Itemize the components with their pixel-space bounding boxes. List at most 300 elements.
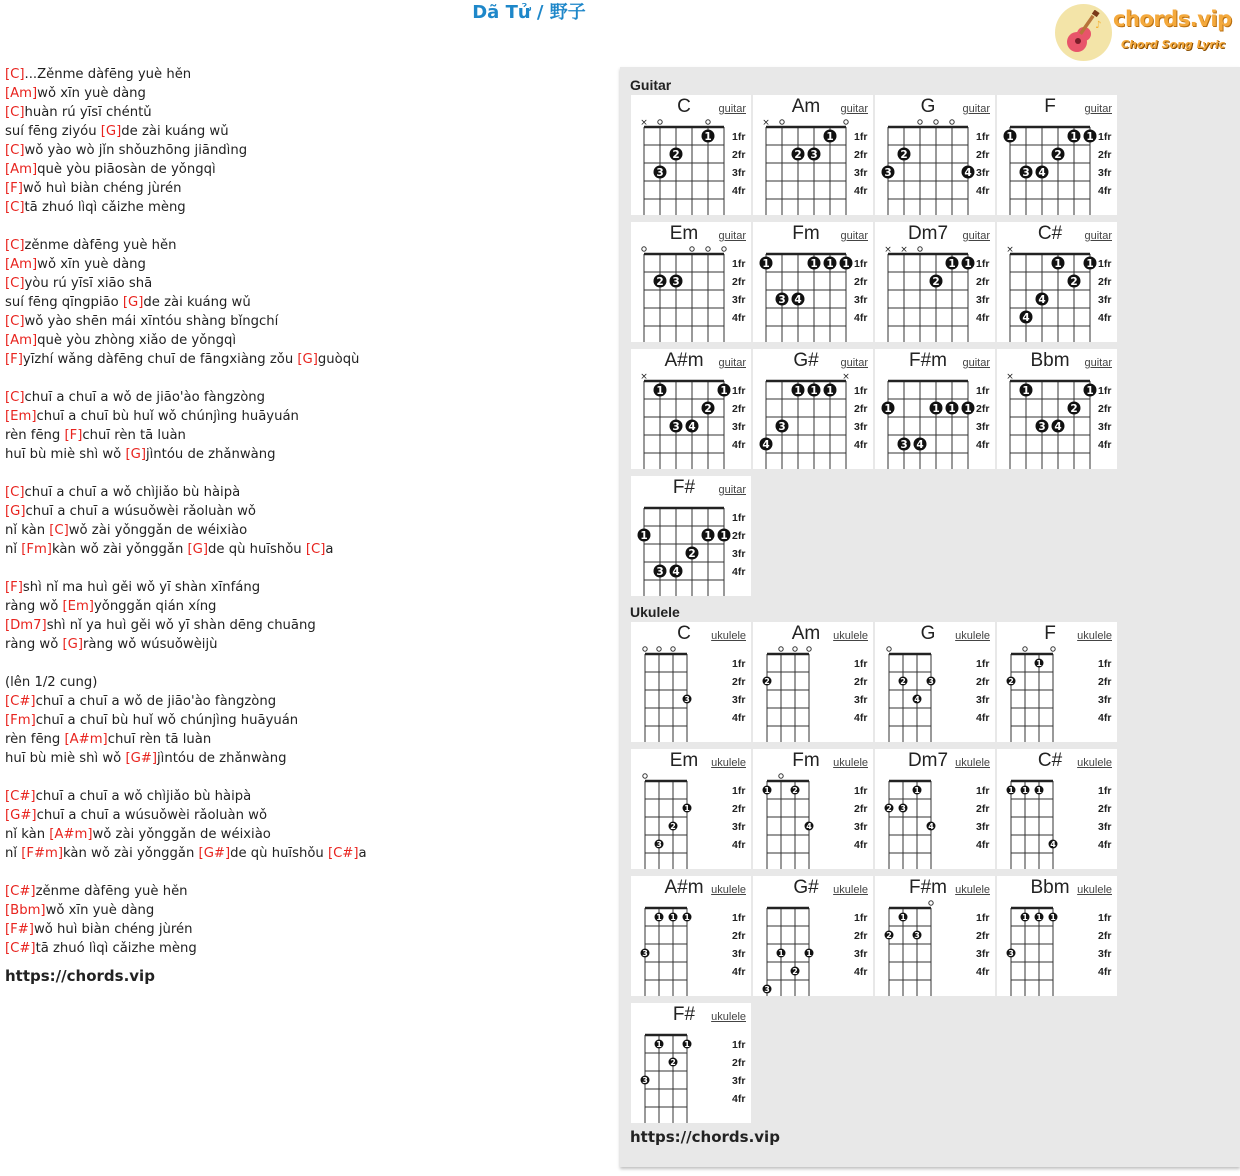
open-string-marker [671, 647, 675, 651]
fret-number-label: 3fr [854, 948, 868, 960]
lyric-line [5, 179, 605, 198]
finger-number: 2 [1070, 275, 1078, 288]
finger-number: 4 [1038, 166, 1046, 179]
guitar-chord-card[interactable] [875, 349, 995, 469]
lyric-text: chuī a chuī a wǒ de jiāo'ào fàngzòng [24, 390, 266, 405]
fret-number-label: 4fr [1098, 966, 1112, 978]
chord-name: Fm [792, 223, 820, 244]
instrument-link[interactable]: ukulele [955, 757, 990, 769]
instrument-link[interactable]: ukulele [1077, 884, 1112, 896]
fret-number-label: 2fr [854, 149, 868, 161]
guitar-chord-card[interactable] [631, 476, 751, 596]
finger-number: 1 [656, 1039, 662, 1049]
chord-link[interactable]: [Am] [5, 162, 38, 177]
finger-number: 1 [900, 912, 906, 922]
chord-name: C# [1037, 223, 1063, 244]
finger-number: 3 [672, 420, 680, 433]
lyric-line [5, 749, 605, 768]
ukulele-chord-card[interactable] [631, 622, 751, 742]
ukulele-chord-card[interactable] [631, 749, 751, 869]
finger-number: 1 [720, 384, 728, 397]
guitar-chord-card[interactable] [753, 222, 873, 342]
open-string-marker [690, 247, 694, 251]
chord-link[interactable]: [Am] [5, 257, 38, 272]
lyric-blank-line [5, 768, 605, 787]
chord-link[interactable]: [G] [100, 124, 122, 139]
chord-name: A#m [664, 350, 704, 371]
finger-number: 1 [806, 948, 812, 958]
instrument-link[interactable]: ukulele [955, 884, 990, 896]
lyric-text: nǐ [5, 846, 22, 861]
open-string-marker [779, 774, 783, 778]
guitar-chord-card[interactable] [631, 222, 751, 342]
lyric-blank-line [5, 217, 605, 236]
lyric-text: huī bù miè shì wǒ [5, 447, 126, 462]
open-string-marker [642, 247, 646, 251]
finger-number: 3 [764, 984, 770, 994]
finger-number: 2 [688, 547, 696, 560]
fret-number-label: 2fr [1098, 403, 1112, 415]
finger-number: 1 [826, 257, 834, 270]
chord-link[interactable]: [F#m] [21, 846, 63, 861]
finger-number: 2 [792, 785, 798, 795]
lyric-text: kàn wǒ zài yǒnggǎn [51, 542, 188, 557]
ukulele-chord-card[interactable] [631, 1003, 751, 1123]
lyric-text: wǒ yào shēn mái xīntóu shàng bǐngchí [24, 314, 279, 329]
fret-number-label: 2fr [732, 530, 746, 542]
fret-number-label: 3fr [1098, 294, 1112, 306]
lyric-text: jìntóu de zhǎnwàng [145, 447, 276, 462]
lyric-text: tā zhuó lìqì cǎizhe mèng [24, 200, 186, 215]
lyric-text: suí fēng qīngpiāo [5, 295, 123, 310]
ukulele-chord-card[interactable] [631, 876, 751, 996]
finger-number: 4 [928, 821, 934, 831]
chord-link[interactable]: [C] [5, 105, 25, 120]
chord-link[interactable]: [F] [5, 580, 23, 595]
fret-number-label: 4fr [1098, 185, 1112, 197]
chord-link[interactable]: [C] [5, 390, 25, 405]
chord-link[interactable]: [G#] [5, 808, 37, 823]
lyric-line [5, 502, 605, 521]
lyric-line [5, 939, 605, 958]
finger-number: 1 [1070, 130, 1078, 143]
fret-number-label: 3fr [732, 294, 746, 306]
fret-number-label: 1fr [732, 131, 746, 143]
fret-number-label: 4fr [854, 312, 868, 324]
finger-number: 1 [1008, 785, 1014, 795]
open-string-marker [807, 647, 811, 651]
lyric-text: wǒ xīn yuè dàng [37, 86, 146, 101]
instrument-link[interactable]: ukulele [711, 884, 746, 896]
site-logo[interactable] [1055, 3, 1235, 63]
lyric-text: yīzhí wǎng dàfēng chuī de fāngxiàng zǒu [22, 352, 298, 367]
fret-number-label: 1fr [1098, 785, 1112, 797]
open-string-marker [706, 120, 710, 124]
instrument-link[interactable]: ukulele [833, 757, 868, 769]
chord-link[interactable]: [Em] [62, 599, 94, 614]
finger-number: 2 [900, 148, 908, 161]
chord-link[interactable]: [C] [5, 238, 25, 253]
muted-string-marker: × [1006, 372, 1014, 382]
open-string-marker [658, 120, 662, 124]
lyric-line [5, 388, 605, 407]
lyric-line [5, 730, 605, 749]
fret-number-label: 1fr [976, 658, 990, 670]
chord-link[interactable]: [G] [297, 352, 318, 367]
lyric-text: wǒ huì biàn chéng jùrén [22, 181, 182, 196]
fret-number-label: 1fr [732, 385, 746, 397]
lyric-text: de qù huīshǒu [208, 542, 306, 557]
panel-site-link[interactable]: https://chords.vip [630, 1128, 780, 1146]
fret-number-label: 3fr [1098, 694, 1112, 706]
logo-brand-text: chords.vip [1113, 7, 1232, 31]
lyric-line [5, 711, 605, 730]
fret-number-label: 4fr [732, 966, 746, 978]
chord-link[interactable]: [Dm7] [5, 618, 47, 633]
fret-number-label: 2fr [976, 276, 990, 288]
fret-number-label: 4fr [976, 185, 990, 197]
fret-number-label: 4fr [976, 712, 990, 724]
muted-string-marker: × [842, 372, 850, 382]
guitar-chord-card[interactable] [875, 222, 995, 342]
finger-number: 3 [684, 694, 690, 704]
fret-number-label: 1fr [1098, 258, 1112, 270]
instrument-link[interactable]: guitar [718, 484, 746, 496]
fret-number-label: 2fr [976, 803, 990, 815]
open-string-marker [793, 647, 797, 651]
chord-link[interactable]: [A#m] [64, 732, 108, 747]
lyric-text: tā zhuó lìqì cǎizhe mèng [35, 941, 197, 956]
chord-link[interactable]: [G] [122, 295, 144, 310]
chord-link[interactable]: [C#] [327, 846, 359, 861]
finger-number: 1 [794, 384, 802, 397]
chord-link[interactable]: [C] [5, 276, 25, 291]
guitar-chord-card[interactable] [875, 95, 995, 215]
instrument-link[interactable]: guitar [840, 103, 868, 115]
lyric-text: rèn fēng [5, 732, 65, 747]
finger-number: 1 [1022, 912, 1028, 922]
lyric-text: yǒnggǎn qián xíng [93, 599, 217, 614]
lyric-text: guòqù [317, 352, 360, 367]
finger-number: 2 [656, 275, 664, 288]
lyric-text: chuī a chuī a wǒ chìjiǎo bù hàipà [24, 485, 241, 500]
lyric-text: huī bù miè shì wǒ [5, 751, 126, 766]
finger-number: 3 [914, 930, 920, 940]
lyric-text: zěnme dàfēng yuè hěn [35, 884, 188, 899]
lyric-line [5, 635, 605, 654]
finger-number: 3 [642, 948, 648, 958]
lyric-text: nǐ [5, 542, 22, 557]
finger-number: 1 [884, 402, 892, 415]
ukulele-chord-card[interactable] [875, 622, 995, 742]
chord-link[interactable]: [G] [62, 637, 83, 652]
instrument-link[interactable]: guitar [718, 230, 746, 242]
ukulele-chord-card[interactable] [997, 876, 1117, 996]
instrument-link[interactable]: ukulele [1077, 630, 1112, 642]
finger-number: 1 [684, 1039, 690, 1049]
fret-number-label: 2fr [732, 403, 746, 415]
chord-name: Bbm [1030, 877, 1070, 898]
lyric-line [5, 255, 605, 274]
open-string-marker [643, 647, 647, 651]
chord-link[interactable]: [C] [49, 523, 69, 538]
guitar-chord-card[interactable] [997, 95, 1117, 215]
finger-number: 1 [964, 402, 972, 415]
lyric-text: huàn rú yīsī chéntǔ [24, 105, 152, 120]
fret-number-label: 2fr [732, 930, 746, 942]
finger-number: 1 [764, 785, 770, 795]
chord-link[interactable]: [Am] [5, 333, 38, 348]
guitar-chord-card[interactable] [753, 349, 873, 469]
instrument-link[interactable]: guitar [1084, 357, 1112, 369]
lyric-text: nǐ kàn [5, 827, 50, 842]
fret-number-label: 1fr [976, 258, 990, 270]
chord-link[interactable]: [C] [5, 143, 25, 158]
chord-name: C# [1037, 750, 1063, 771]
chord-name: Am [791, 96, 821, 117]
chord-name: G [920, 96, 936, 117]
chord-link[interactable]: [F] [5, 352, 23, 367]
finger-number: 3 [900, 803, 906, 813]
lyric-text: kàn wǒ zài yǒnggǎn [63, 846, 199, 861]
lyric-text: wǒ zài yǒnggǎn de wéixiào [92, 827, 271, 842]
finger-number: 3 [656, 565, 664, 578]
ukulele-chord-card[interactable] [753, 876, 873, 996]
lyric-text: nǐ kàn [5, 523, 50, 538]
fret-number-label: 3fr [732, 421, 746, 433]
chord-name: F [1044, 96, 1056, 117]
instrument-link[interactable]: guitar [840, 357, 868, 369]
lyric-text: suí fēng ziyóu [5, 124, 101, 139]
fret-number-label: 2fr [1098, 276, 1112, 288]
open-string-marker [706, 247, 710, 251]
lyric-line [5, 483, 605, 502]
instrument-link[interactable]: guitar [840, 230, 868, 242]
lyric-line [5, 407, 605, 426]
chord-link[interactable]: [C] [305, 542, 326, 557]
fret-number-label: 3fr [854, 821, 868, 833]
instrument-link[interactable]: ukulele [833, 884, 868, 896]
finger-number: 2 [1054, 148, 1062, 161]
open-string-marker [1023, 647, 1027, 651]
ukulele-section-title: Ukulele [630, 604, 680, 620]
guitar-chord-card[interactable] [631, 95, 751, 215]
lyric-text: a [325, 542, 334, 557]
muted-string-marker: × [900, 245, 908, 255]
chord-link[interactable]: [G] [125, 447, 146, 462]
instrument-link[interactable]: ukulele [711, 630, 746, 642]
instrument-link[interactable]: ukulele [833, 630, 868, 642]
finger-number: 3 [884, 166, 892, 179]
open-string-marker [934, 120, 938, 124]
instrument-link[interactable]: guitar [718, 103, 746, 115]
fret-number-label: 4fr [976, 839, 990, 851]
fret-number-label: 2fr [854, 403, 868, 415]
lyric-text: chuī rèn tā luàn [107, 732, 212, 747]
finger-number: 4 [1054, 420, 1062, 433]
finger-number: 2 [764, 676, 770, 686]
open-string-marker [1051, 647, 1055, 651]
lyric-text: jìntóu de zhǎnwàng [157, 751, 287, 766]
finger-number: 2 [1008, 676, 1014, 686]
chord-link[interactable]: [A#m] [49, 827, 93, 842]
finger-number: 4 [1050, 839, 1056, 849]
lyric-line [5, 236, 605, 255]
chord-link[interactable]: [Fm] [5, 713, 36, 728]
lyric-text: ràng wǒ wúsuǒwèijù [83, 637, 218, 652]
finger-number: 2 [900, 676, 906, 686]
fret-number-label: 3fr [976, 294, 990, 306]
instrument-link[interactable]: ukulele [955, 630, 990, 642]
guitar-chord-card[interactable] [631, 349, 751, 469]
guitar-chord-card[interactable] [997, 222, 1117, 342]
chord-name: Dm7 [907, 750, 949, 771]
open-string-marker [918, 120, 922, 124]
chord-link[interactable]: [G] [187, 542, 209, 557]
chord-link[interactable]: [G] [5, 504, 26, 519]
finger-number: 4 [916, 438, 924, 451]
chord-link[interactable]: [C#] [5, 884, 36, 899]
chord-link[interactable]: [Am] [5, 86, 38, 101]
lyric-blank-line [5, 369, 605, 388]
lyric-line [5, 141, 605, 160]
instrument-link[interactable]: guitar [962, 357, 990, 369]
instrument-link[interactable]: guitar [962, 230, 990, 242]
chord-link[interactable]: [G#] [125, 751, 158, 766]
fret-number-label: 4fr [976, 312, 990, 324]
fret-number-label: 1fr [854, 912, 868, 924]
instrument-link[interactable]: ukulele [711, 1011, 746, 1023]
fret-number-label: 4fr [854, 966, 868, 978]
lyric-text: rèn fēng [5, 428, 65, 443]
site-link[interactable]: https://chords.vip [5, 967, 155, 985]
lyric-line [5, 293, 605, 312]
ukulele-chord-card[interactable] [875, 876, 995, 996]
finger-number: 1 [762, 257, 770, 270]
fret-number-label: 3fr [732, 821, 746, 833]
fret-number-label: 2fr [732, 149, 746, 161]
finger-number: 3 [778, 420, 786, 433]
instrument-link[interactable]: guitar [1084, 230, 1112, 242]
chord-link[interactable]: [C#] [5, 941, 36, 956]
finger-number: 1 [948, 402, 956, 415]
finger-number: 1 [914, 785, 920, 795]
finger-number: 2 [672, 148, 680, 161]
lyric-line [5, 65, 605, 84]
fret-number-label: 3fr [732, 1075, 746, 1087]
chord-link[interactable]: [G#] [198, 846, 231, 861]
chord-link[interactable]: [C] [5, 314, 25, 329]
finger-number: 2 [886, 803, 892, 813]
fret-number-label: 1fr [854, 385, 868, 397]
lyric-line [5, 578, 605, 597]
instrument-link[interactable]: guitar [962, 103, 990, 115]
fret-number-label: 1fr [732, 912, 746, 924]
chord-name: A#m [664, 877, 704, 898]
instrument-link[interactable]: guitar [1084, 103, 1112, 115]
finger-number: 4 [806, 821, 812, 831]
fret-number-label: 1fr [732, 512, 746, 524]
chord-link[interactable]: [Fm] [21, 542, 52, 557]
lyric-text: chuī a chuī a wúsuǒwèi rǎoluàn wǒ [25, 504, 256, 519]
chord-link[interactable]: [Bbm] [5, 903, 46, 918]
lyric-line [5, 445, 605, 464]
chord-name: F#m [909, 350, 947, 371]
fret-number-label: 4fr [854, 185, 868, 197]
fret-number-label: 3fr [976, 421, 990, 433]
finger-number: 1 [948, 257, 956, 270]
fret-number-label: 2fr [976, 403, 990, 415]
finger-number: 1 [656, 384, 664, 397]
finger-number: 1 [1022, 384, 1030, 397]
ukulele-chord-card[interactable] [875, 749, 995, 869]
finger-number: 2 [670, 821, 676, 831]
lyric-line [5, 806, 605, 825]
fret-number-label: 4fr [854, 712, 868, 724]
lyric-text: chuī a chuī bù huǐ wǒ chúnjìng huāyuán [36, 409, 299, 424]
ukulele-chord-card[interactable] [997, 749, 1117, 869]
instrument-link[interactable]: ukulele [711, 757, 746, 769]
fret-number-label: 3fr [1098, 821, 1112, 833]
fret-number-label: 3fr [732, 167, 746, 179]
fret-number-label: 1fr [854, 131, 868, 143]
lyric-text: ràng wǒ [5, 599, 63, 614]
chord-link[interactable]: [C#] [5, 789, 36, 804]
fret-number-label: 4fr [732, 566, 746, 578]
finger-number: 3 [900, 438, 908, 451]
instrument-link[interactable]: guitar [718, 357, 746, 369]
chord-link[interactable]: [Em] [5, 409, 37, 424]
chord-name: F#m [909, 877, 947, 898]
finger-number: 3 [656, 166, 664, 179]
finger-number: 2 [1070, 402, 1078, 415]
chord-link[interactable]: [C#] [5, 694, 36, 709]
ukulele-chord-card[interactable] [753, 622, 873, 742]
fret-number-label: 3fr [854, 294, 868, 306]
chord-link[interactable]: [F] [5, 181, 23, 196]
finger-number: 3 [810, 148, 818, 161]
chord-link[interactable]: [C] [5, 200, 25, 215]
fret-number-label: 2fr [854, 676, 868, 688]
fret-number-label: 4fr [1098, 439, 1112, 451]
lyric-line [5, 692, 605, 711]
instrument-link[interactable]: ukulele [1077, 757, 1112, 769]
fret-number-label: 3fr [854, 694, 868, 706]
finger-number: 4 [964, 166, 972, 179]
guitar-chord-card[interactable] [997, 349, 1117, 469]
lyric-text: ràng wǒ [5, 637, 63, 652]
lyric-line [5, 901, 605, 920]
ukulele-chord-card[interactable] [997, 622, 1117, 742]
ukulele-chord-card[interactable] [753, 749, 873, 869]
fret-number-label: 4fr [976, 439, 990, 451]
chord-link[interactable]: [F] [64, 428, 83, 443]
lyric-text: de zài kuáng wǔ [143, 295, 251, 310]
chord-link[interactable]: [C] [5, 485, 25, 500]
fret-number-label: 2fr [732, 1057, 746, 1069]
chord-link[interactable]: [C] [5, 67, 25, 82]
lyric-line [5, 825, 605, 844]
chord-name: G# [793, 350, 819, 371]
fret-number-label: 4fr [732, 312, 746, 324]
finger-number: 4 [672, 565, 680, 578]
fret-number-label: 3fr [1098, 948, 1112, 960]
fret-number-label: 3fr [976, 167, 990, 179]
chord-link[interactable]: [F#] [5, 922, 34, 937]
guitar-chord-card[interactable] [753, 95, 873, 215]
fret-number-label: 4fr [732, 1093, 746, 1105]
fret-number-label: 1fr [732, 258, 746, 270]
